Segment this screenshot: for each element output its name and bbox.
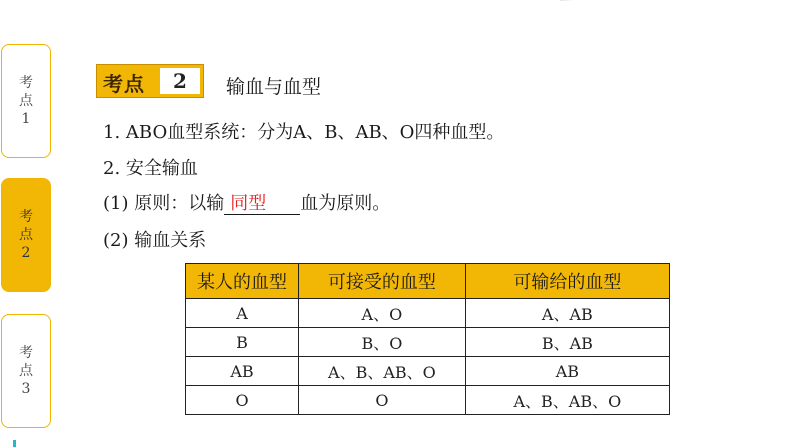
tab-char: 3 <box>21 381 31 397</box>
tab-kaodian-3[interactable] <box>1 314 51 428</box>
section-title: 输血与血型 <box>226 76 322 98</box>
table-cell: B、AB <box>465 328 669 357</box>
table-header-cell: 某人的血型 <box>186 264 299 299</box>
decorative-line <box>560 0 650 1</box>
bottom-marker <box>13 440 16 447</box>
tab-char: 考 <box>19 75 33 91</box>
table-row <box>186 299 670 328</box>
section-badge <box>96 64 204 98</box>
table-cell: A <box>186 299 299 328</box>
table-cell: O <box>299 386 466 415</box>
tab-kaodian-2[interactable] <box>1 178 51 292</box>
badge-number: 2 <box>160 68 200 94</box>
table-row <box>186 357 670 386</box>
table-header-row <box>186 264 670 299</box>
principle-answer-blank: 同型 <box>224 194 300 215</box>
table-header-cell: 可接受的血型 <box>299 264 466 299</box>
text-line-relation: (2) 输血关系 <box>103 230 207 251</box>
tab-char: 考 <box>19 209 33 225</box>
table-cell: A、AB <box>465 299 669 328</box>
principle-suffix: 血为原则。 <box>300 193 391 214</box>
text-line-abo-system: 1. ABO血型系统：分为A、B、AB、O四种血型。 <box>103 122 505 143</box>
text-line-principle <box>103 189 390 215</box>
table-cell: AB <box>465 357 669 386</box>
table-cell: B、O <box>299 328 466 357</box>
tab-char: 考 <box>19 345 33 361</box>
tab-kaodian-1[interactable] <box>1 44 51 158</box>
table-cell: AB <box>186 357 299 386</box>
tab-char: 2 <box>21 245 31 261</box>
badge-label: 考点 <box>103 72 145 96</box>
tab-char: 点 <box>19 363 33 379</box>
table-cell: A、O <box>299 299 466 328</box>
table-cell: O <box>186 386 299 415</box>
tab-char: 1 <box>21 111 31 127</box>
table-row <box>186 386 670 415</box>
table-row <box>186 328 670 357</box>
table-cell: A、B、AB、O <box>299 357 466 386</box>
tab-char: 点 <box>19 227 33 243</box>
tab-char: 点 <box>19 93 33 109</box>
principle-prefix: (1) 原则：以输 <box>103 193 225 214</box>
blood-type-table <box>185 263 670 415</box>
text-line-safe-transfusion: 2. 安全输血 <box>103 158 198 179</box>
table-header-cell: 可输给的血型 <box>465 264 669 299</box>
table-cell: B <box>186 328 299 357</box>
table-cell: A、B、AB、O <box>465 386 669 415</box>
